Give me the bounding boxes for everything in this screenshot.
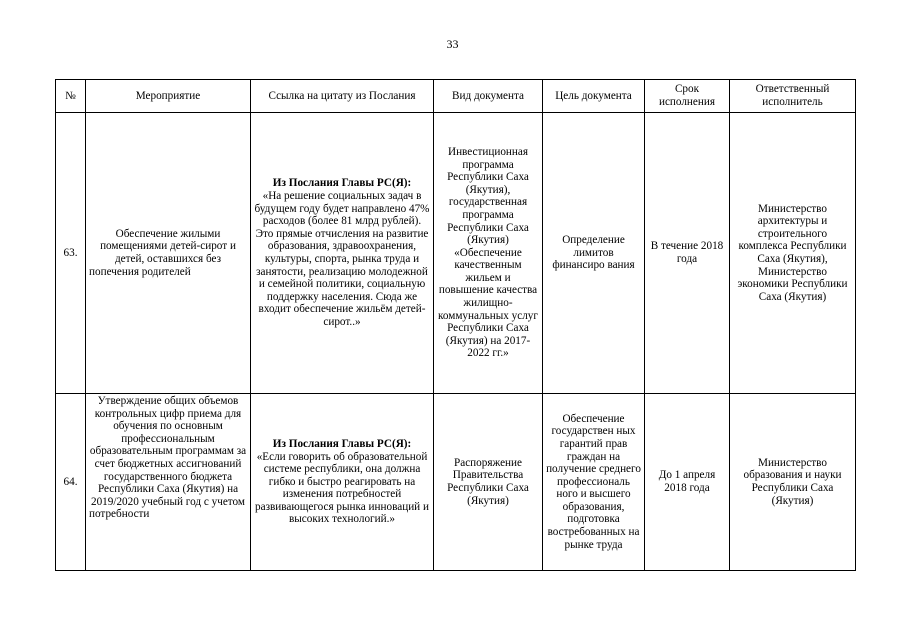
table-header-row bbox=[56, 80, 856, 113]
responsible-cell: Министерство образования и науки Республики Саха (Якутия) bbox=[730, 394, 856, 571]
action-plan-table bbox=[55, 79, 856, 571]
event-cell: Утверждение общих объемов контрольных цифр приема для обучения по основным профессиональным образовательным программам за счет бюджетных ассигнований государственного бюджета Республики Саха (Якутия) на 2019/2020 учебный год с учетом потребности bbox=[86, 394, 251, 571]
quote-text: «Если говорить об образовательной системе республики, она должна гибко и быстро реагировать на изменения потребностей развивающегося рынка инноваций и высоких технологий.» bbox=[255, 450, 429, 526]
event-cell: Обеспечение жилыми помещениями детей-сирот и детей, оставшихся без попечения родителей bbox=[86, 113, 251, 394]
table-row bbox=[56, 394, 856, 571]
row-number: 64. bbox=[56, 394, 86, 571]
column-header-quote-reference: Ссылка на цитату из Послания bbox=[251, 80, 434, 113]
document-type-cell: Распоряжение Правительства Республики Саха (Якутия) bbox=[434, 394, 543, 571]
column-header-responsible: Ответственный исполнитель bbox=[730, 80, 856, 113]
column-header-document-type: Вид документа bbox=[434, 80, 543, 113]
page-number: 33 bbox=[446, 37, 459, 51]
deadline-cell: В течение 2018 года bbox=[645, 113, 730, 394]
quote-cell bbox=[251, 113, 434, 394]
column-header-document-goal: Цель документа bbox=[543, 80, 645, 113]
document-type-cell: Инвестиционная программа Республики Саха (Якутия), государственная программа Республики Саха (Якутия) «Обеспечение качественным жильем и повышение качества жилищно-коммунальных услуг Республики Саха (Якутия) на 2017-2022 гг.» bbox=[434, 113, 543, 394]
responsible-cell: Министерство архитектуры и строительного комплекса Республики Саха (Якутия), Министерство экономики Республики Саха (Якутия) bbox=[730, 113, 856, 394]
table-row bbox=[56, 113, 856, 394]
column-header-deadline: Срок исполнения bbox=[645, 80, 730, 113]
quote-cell bbox=[251, 394, 434, 571]
row-number: 63. bbox=[56, 113, 86, 394]
column-header-number: № bbox=[56, 80, 86, 113]
deadline-cell: До 1 апреля 2018 года bbox=[645, 394, 730, 571]
quote-source: Из Послания Главы РС(Я): bbox=[272, 437, 412, 450]
document-goal-cell: Обеспечение государствен ных гарантий прав граждан на получение среднего профессиональ ного и высшего образования, подготовка востребованных на рынке труда bbox=[543, 394, 645, 571]
quote-text: «На решение социальных задач в будущем году будет направлено 47% расходов (более 81 млрд рублей). Это прямые отчисления на развитие образования, здравоохранения, культуры, спорта, рынка труда и занятости, реализацию молодежной и семейной политики, социальную поддержку населения. Сюда же входит обеспечение жильём детей-сирот..» bbox=[254, 190, 430, 328]
column-header-event: Мероприятие bbox=[86, 80, 251, 113]
document-goal-cell: Определение лимитов финансиро вания bbox=[543, 113, 645, 394]
quote-source: Из Послания Главы РС(Я): bbox=[272, 177, 412, 190]
